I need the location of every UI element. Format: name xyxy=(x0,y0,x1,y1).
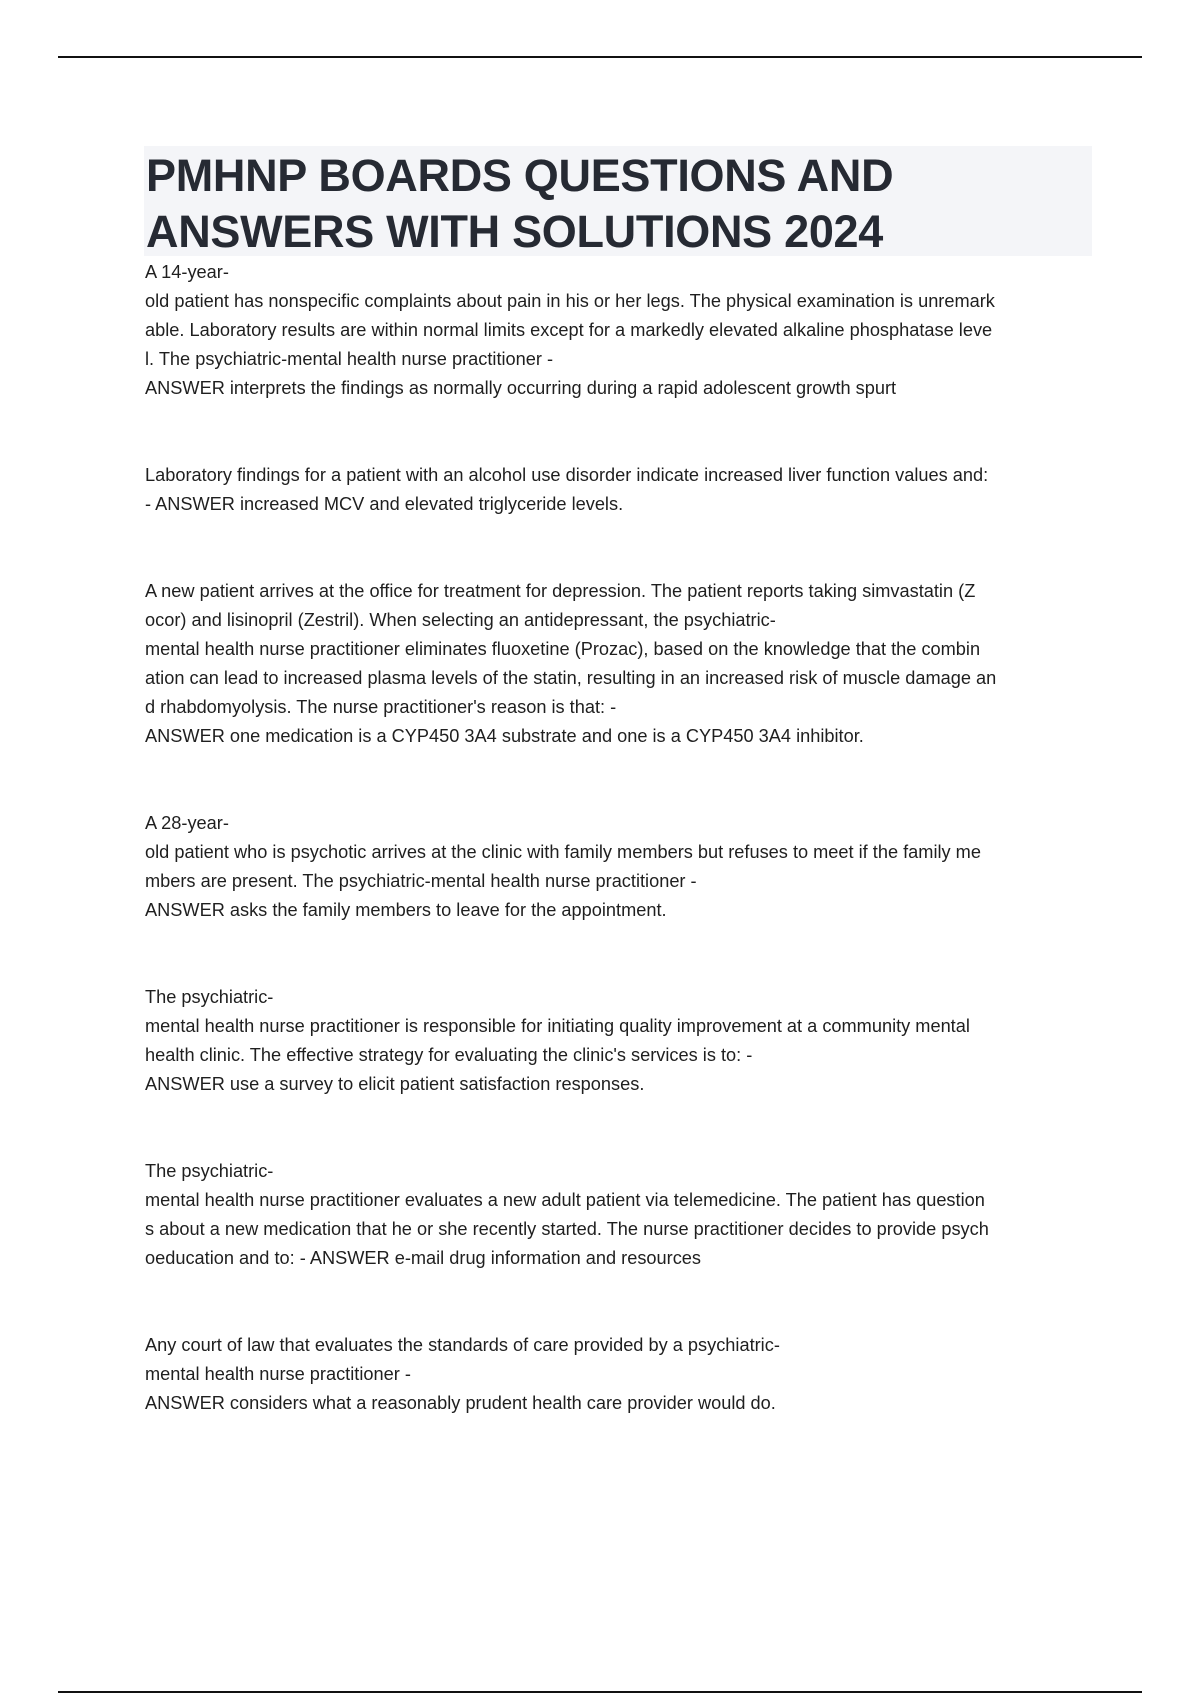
qa-spacer xyxy=(145,519,1095,577)
qa-line: ocor) and lisinopril (Zestril). When selecting an antidepressant, the psychiatric- xyxy=(145,610,776,630)
qa-answer-line: ANSWER asks the family members to leave for the appointment. xyxy=(145,900,667,920)
bottom-rule xyxy=(58,1691,1142,1693)
qa-answer-line: ANSWER considers what a reasonably prudent health care provider would do. xyxy=(145,1393,776,1413)
qa-line: old patient who is psychotic arrives at the clinic with family members but refuses to meet if the family me xyxy=(145,842,981,862)
top-rule xyxy=(58,56,1142,58)
qa-line: mbers are present. The psychiatric-mental health nurse practitioner - xyxy=(145,871,697,891)
qa-spacer xyxy=(145,1273,1095,1331)
qa-answer-line: ANSWER one medication is a CYP450 3A4 substrate and one is a CYP450 3A4 inhibitor. xyxy=(145,726,864,746)
title-line-2: ANSWERS WITH SOLUTIONS 2024 xyxy=(146,206,883,257)
qa-item-6 xyxy=(145,1157,1095,1273)
qa-answer-line: ANSWER interprets the findings as normally occurring during a rapid adolescent growth spurt xyxy=(145,378,897,398)
qa-list xyxy=(145,258,1095,1418)
qa-line: A new patient arrives at the office for treatment for depression. The patient reports taking simvastatin (Z xyxy=(145,581,976,601)
qa-line: old patient has nonspecific complaints about pain in his or her legs. The physical examination is unremark xyxy=(145,291,995,311)
qa-line: mental health nurse practitioner evaluates a new adult patient via telemedicine. The patient has question xyxy=(145,1190,985,1210)
qa-line: The psychiatric- xyxy=(145,987,274,1007)
qa-spacer xyxy=(145,403,1095,461)
qa-line: mental health nurse practitioner - xyxy=(145,1364,411,1384)
qa-answer-line: oeducation and to: - ANSWER e-mail drug information and resources xyxy=(145,1248,702,1268)
qa-line: s about a new medication that he or she recently started. The nurse practitioner decides to provide psych xyxy=(145,1219,989,1239)
qa-item-2 xyxy=(145,461,1095,519)
qa-answer-line: - ANSWER increased MCV and elevated triglyceride levels. xyxy=(145,494,624,514)
qa-line: Any court of law that evaluates the standards of care provided by a psychiatric- xyxy=(145,1335,780,1355)
qa-spacer xyxy=(145,1099,1095,1157)
qa-item-3 xyxy=(145,577,1095,751)
qa-item-4 xyxy=(145,809,1095,925)
qa-line: l. The psychiatric-mental health nurse practitioner - xyxy=(145,349,554,369)
qa-item-7 xyxy=(145,1331,1095,1418)
qa-line: A 14-year- xyxy=(145,262,229,282)
qa-spacer xyxy=(145,751,1095,809)
qa-line: Laboratory findings for a patient with an alcohol use disorder indicate increased liver function values and: xyxy=(145,465,989,485)
title-line-1: PMHNP BOARDS QUESTIONS AND xyxy=(146,150,894,201)
qa-item-1 xyxy=(145,258,1095,403)
qa-line: ation can lead to increased plasma levels of the statin, resulting in an increased risk of muscle damage an xyxy=(145,668,997,688)
qa-line: mental health nurse practitioner eliminates fluoxetine (Prozac), based on the knowledge that the combin xyxy=(145,639,981,659)
qa-line: health clinic. The effective strategy for evaluating the clinic's services is to: - xyxy=(145,1045,753,1065)
qa-item-5 xyxy=(145,983,1095,1099)
qa-line: The psychiatric- xyxy=(145,1161,274,1181)
qa-line: able. Laboratory results are within normal limits except for a markedly elevated alkaline phosphatase leve xyxy=(145,320,993,340)
document-title xyxy=(144,146,1092,256)
qa-line: mental health nurse practitioner is responsible for initiating quality improvement at a community mental xyxy=(145,1016,970,1036)
qa-line: A 28-year- xyxy=(145,813,229,833)
qa-spacer xyxy=(145,925,1095,983)
qa-line: d rhabdomyolysis. The nurse practitioner's reason is that: - xyxy=(145,697,617,717)
qa-answer-line: ANSWER use a survey to elicit patient satisfaction responses. xyxy=(145,1074,645,1094)
